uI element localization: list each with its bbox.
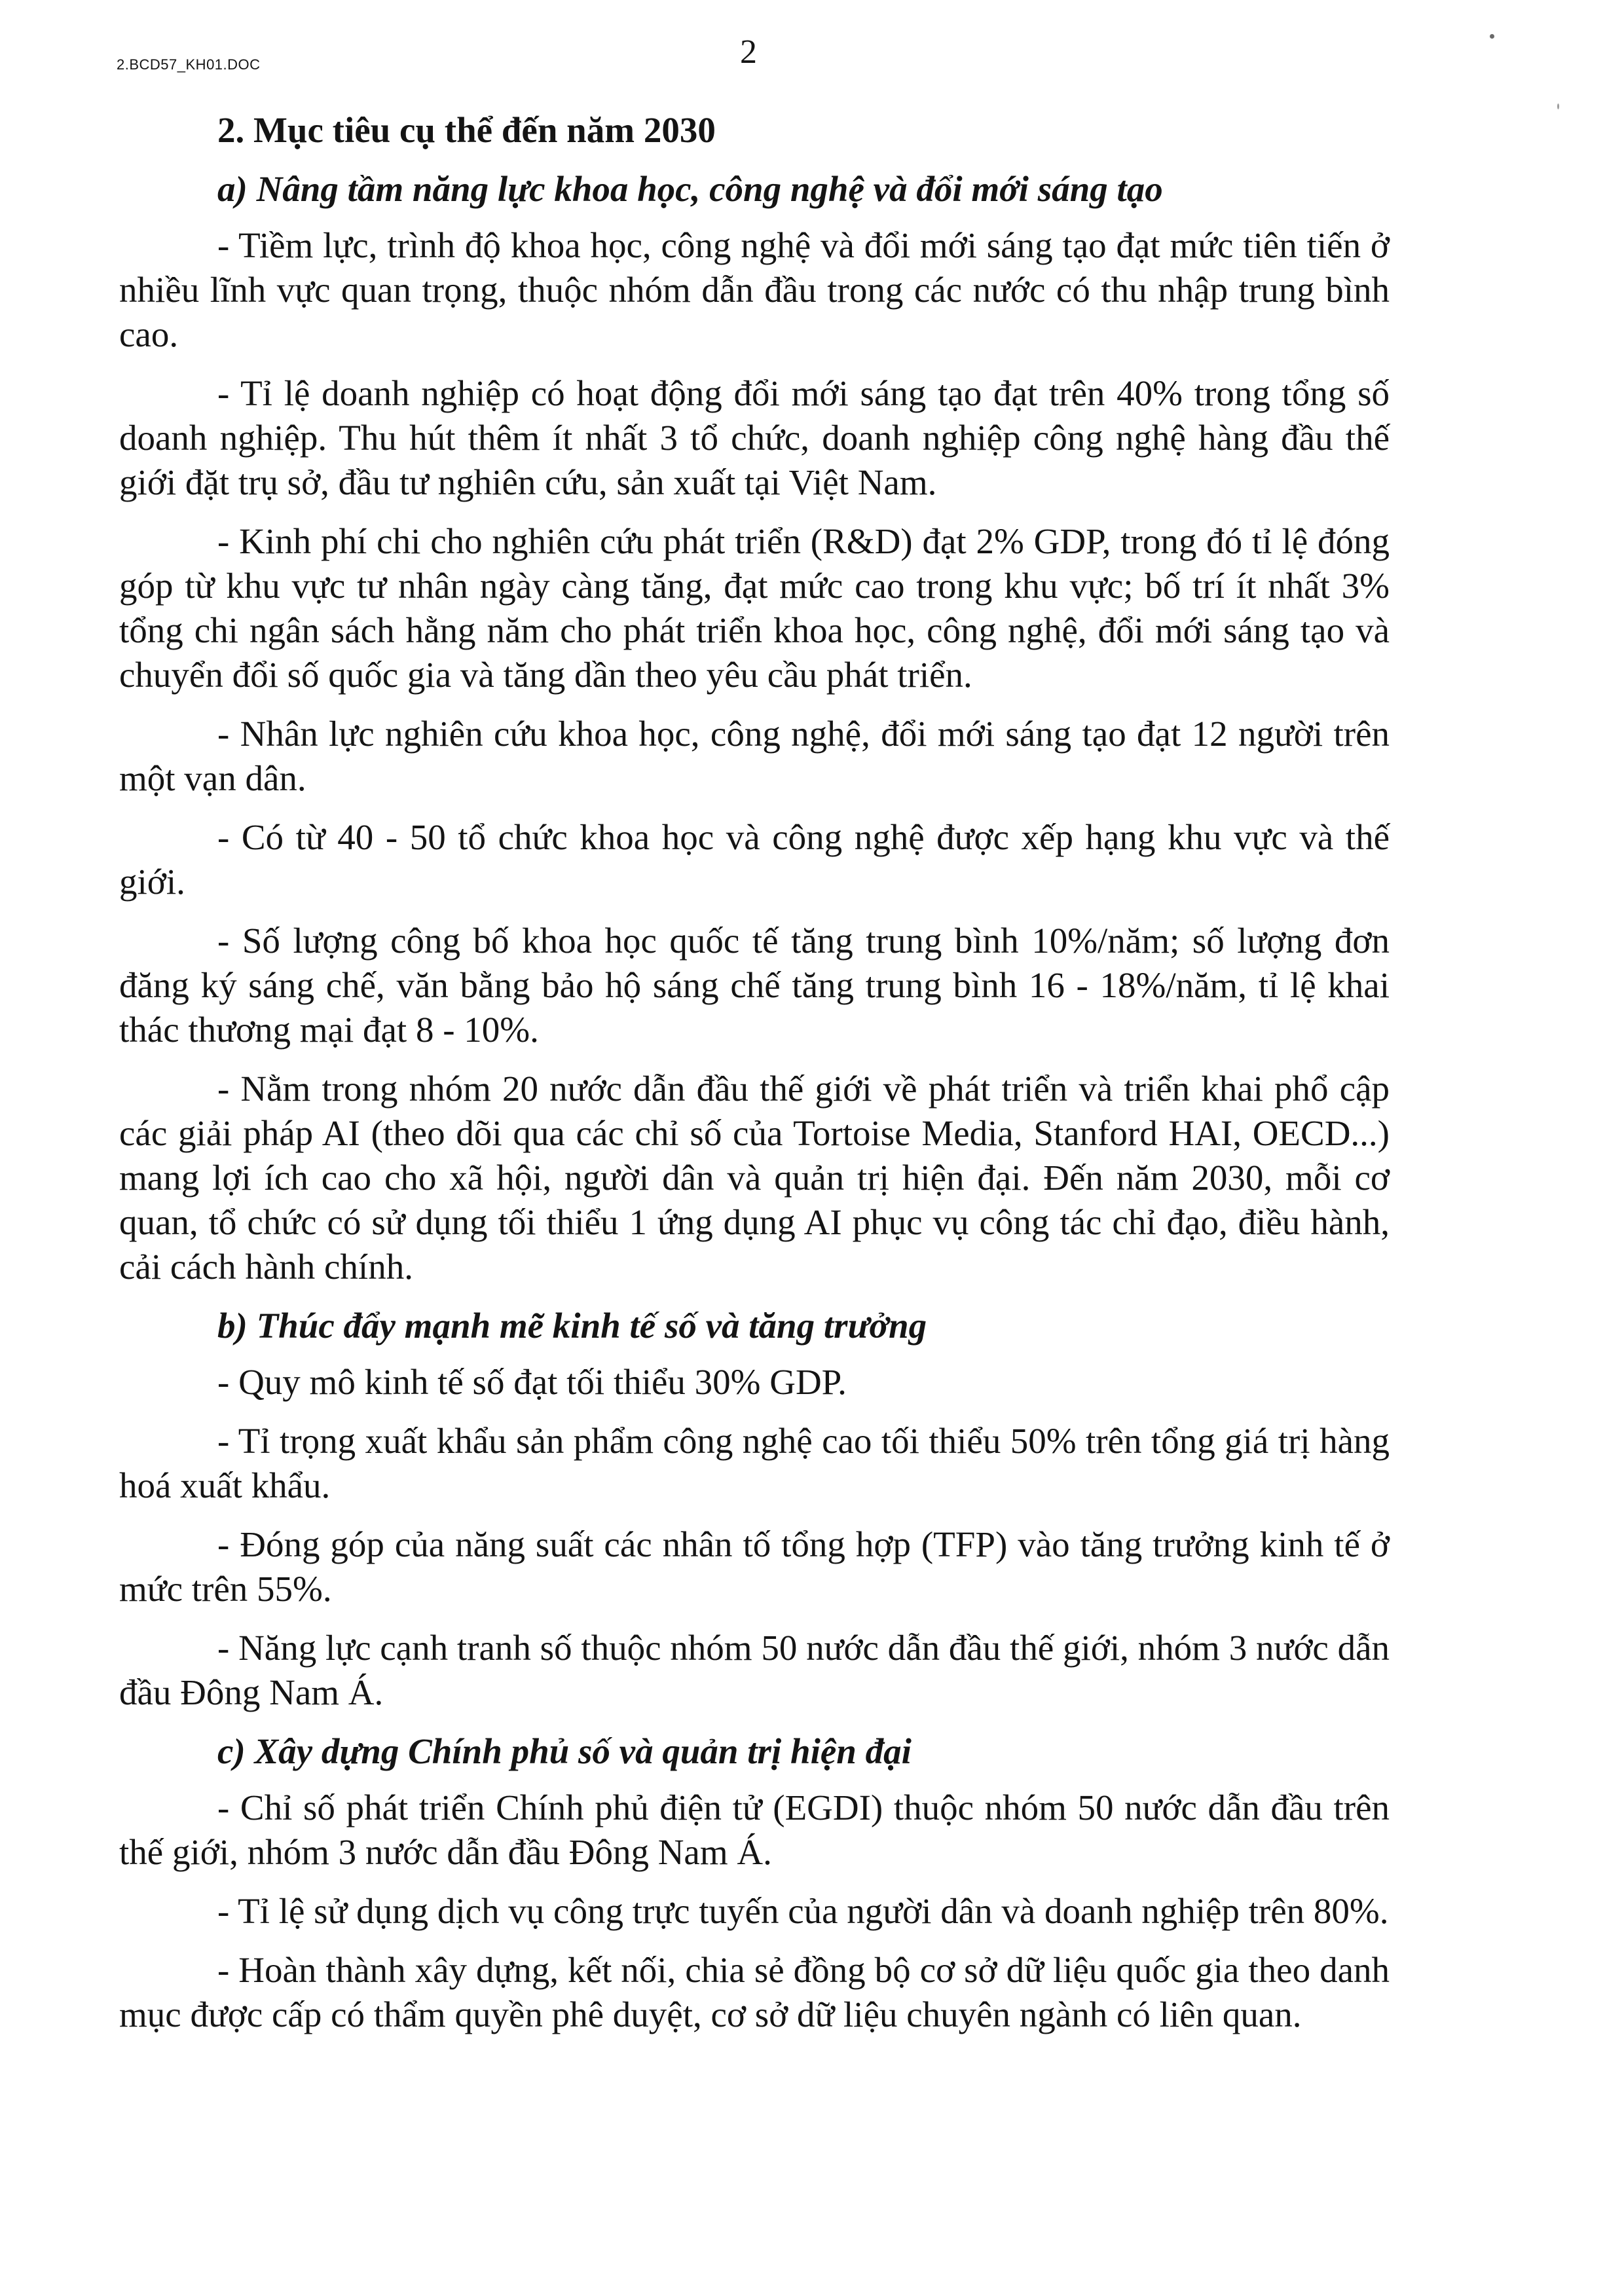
paragraph: - Tỉ lệ doanh nghiệp có hoạt động đổi mới sáng tạo đạt trên 40% trong tổng số doanh nghiệp. Thu hút thêm ít nhất 3 tổ chức, doanh nghiệp công nghệ hàng đầu thế giới đặt trụ sở, đầu tư nghiên cứu, sản xuất tại Việt Nam. [119,373,1390,502]
page-number: 2 [740,33,757,71]
paragraph: - Có từ 40 - 50 tổ chức khoa học và công nghệ được xếp hạng khu vực và thế giới. [119,817,1390,902]
paragraph: - Tỉ trọng xuất khẩu sản phẩm công nghệ cao tối thiểu 50% trên tổng giá trị hàng hoá xuất khẩu. [119,1421,1390,1505]
paragraph: - Năng lực cạnh tranh số thuộc nhóm 50 nước dẫn đầu thế giới, nhóm 3 nước dẫn đầu Đông Nam Á. [119,1628,1390,1712]
paragraph: - Tỉ lệ sử dụng dịch vụ công trực tuyến của người dân và doanh nghiệp trên 80%. [217,1891,1389,1931]
scan-speck [1557,103,1559,109]
section-title: 2. Mục tiêu cụ thể đến năm 2030 [217,110,716,150]
paragraph: - Tiềm lực, trình độ khoa học, công nghệ và đổi mới sáng tạo đạt mức tiên tiến ở nhiều lĩnh vực quan trọng, thuộc nhóm dẫn đầu trong các nước có thu nhập trung bình cao. [119,225,1390,354]
paragraph: - Chỉ số phát triển Chính phủ điện tử (EGDI) thuộc nhóm 50 nước dẫn đầu trên thế giới, nhóm 3 nước dẫn đầu Đông Nam Á. [119,1788,1390,1872]
paragraph: - Hoàn thành xây dựng, kết nối, chia sẻ đồng bộ cơ sở dữ liệu quốc gia theo danh mục được cấp có thẩm quyền phê duyệt, cơ sở dữ liệu chuyên ngành có liên quan. [119,1950,1390,2034]
paragraph: - Nhân lực nghiên cứu khoa học, công nghệ, đổi mới sáng tạo đạt 12 người trên một vạn dân. [119,714,1390,798]
paragraph: - Nằm trong nhóm 20 nước dẫn đầu thế giới về phát triển và triển khai phổ cập các giải pháp AI (theo dõi qua các chỉ số của Tortoise Media, Stanford HAI, OECD...) mang lợi ích cao cho xã hội, người dân và quản trị hiện đại. Đến năm 2030, mỗi cơ quan, tổ chức có sử dụng tối thiểu 1 ứng dụng AI phục vụ công tác chỉ đạo, điều hành, cải cách hành chính. [119,1069,1390,1287]
scan-speck [1490,34,1494,39]
file-code: 2.BCD57_KH01.DOC [117,56,261,73]
subsection-heading-c: c) Xây dựng Chính phủ số và quản trị hiện đại [217,1731,912,1771]
subsection-heading-a: a) Nâng tầm năng lực khoa học, công nghệ và đổi mới sáng tạo [217,169,1163,209]
paragraph: - Kinh phí chi cho nghiên cứu phát triển (R&D) đạt 2% GDP, trong đó tỉ lệ đóng góp từ khu vực tư nhân ngày càng tăng, đạt mức cao trong khu vực; bố trí ít nhất 3% tổng chi ngân sách hằng năm cho phát triển khoa học, công nghệ, đổi mới sáng tạo và chuyển đổi số quốc gia và tăng dần theo yêu cầu phát triển. [119,521,1390,695]
paragraph: - Đóng góp của năng suất các nhân tố tổng hợp (TFP) vào tăng trưởng kinh tế ở mức trên 55%. [119,1524,1390,1609]
paragraph: - Số lượng công bố khoa học quốc tế tăng trung bình 10%/năm; số lượng đơn đăng ký sáng chế, văn bằng bảo hộ sáng chế tăng trung bình 16 - 18%/năm, tỉ lệ khai thác thương mại đạt 8 - 10%. [119,921,1390,1050]
paragraph: - Quy mô kinh tế số đạt tối thiểu 30% GDP. [217,1362,847,1402]
subsection-heading-b: b) Thúc đẩy mạnh mẽ kinh tế số và tăng trưởng [217,1306,927,1346]
document-body [119,108,1390,2037]
